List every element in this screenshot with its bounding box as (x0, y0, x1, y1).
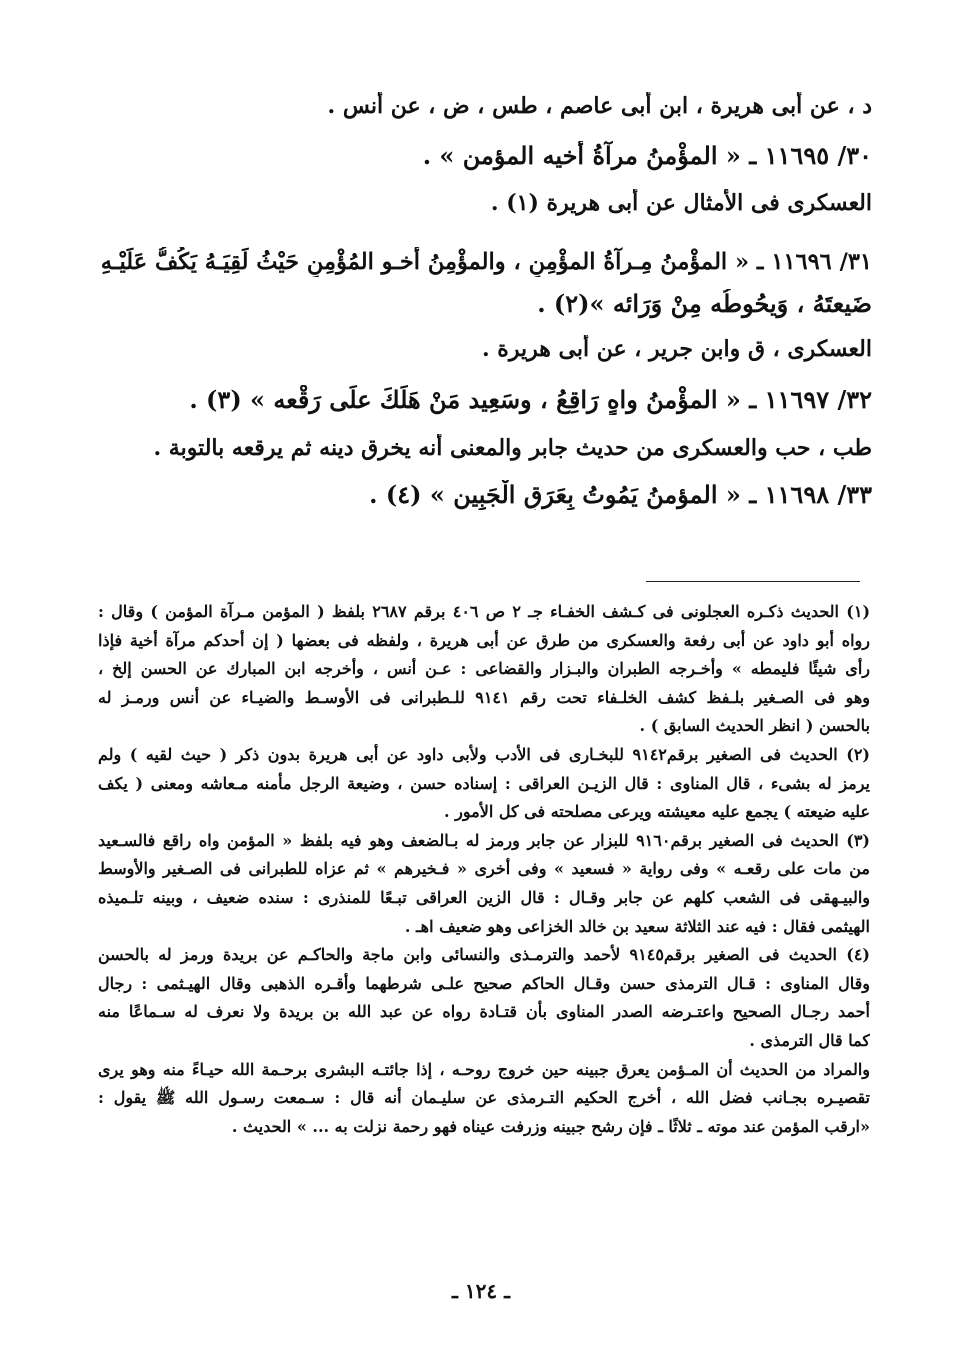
footnote-line: (٣) الحديث فى الصغير برقم٩١٦٠ للبزار عن جابر ورمز له بـالضعف وهو فيه بلفظ « المؤمن واه راقع فالسـعيد (98, 830, 870, 850)
footnote-line: والبيـهقى فى الشعب كلهم عن جابر وقـال : قال الزين العراقى تبـعًا للمنذرى : سنده ضعيف ، وبينه تلـميذه (98, 887, 870, 907)
main-line: د ، عن أبى هريرة ، ابن أبى عاصم ، طس ، ض ، عن أنس . (327, 93, 872, 119)
footnote-line: الهيثمى فقال : فيه عند الثلاثة سعيد بن خالد الخزاعى وهو ضعيف اهـ . (404, 916, 870, 936)
footnote-line: كما قال الترمذى . (749, 1030, 870, 1050)
footnote-line: رواه أبو داود عن أبى رفعة والعسكرى من طرق عن أبى هريرة ، ولفظه فى بعضها ( إن أحدكم مرآة أخية فإذا (98, 630, 870, 650)
footnote-line: بالحسن ( انظر الحديث السابق ) . (639, 716, 870, 736)
footnote-line: يرمز له بشىء ، قال المناوى : قال الزيـن العراقى : إسناده حسن ، وضيعة الرجل مأمنه مـعاشه ومعنى ( يكف (98, 773, 870, 793)
source-line: العسكرى فى الأمثال عن أبى هريرة (١) . (490, 190, 872, 216)
footnote-line: تقصيـره بجـانب فضل الله ، أخرج الحكيم التـرمذى عن سليـمان أنه قال : سـمعت رسـول الله ﷺ يقول : (98, 1088, 870, 1108)
footnote-line: (٢) الحديث فى الصغير برقم٩١٤٢ للبخـارى فى الأدب ولأبى داود عن أبى هريرة بدون ذكر ( حيث لقيه ) ولم (98, 744, 870, 764)
footnote-line: عليه ضيعته ) يجمع عليه معيشته ويرعى مصلحته فى كل الأمور . (443, 802, 870, 822)
hadith-line: ٣٣/ ١١٦٩٨ ـ « المؤمنُ يَمُوتُ بِعَرَقِ الْجَبِين » (٤) . (369, 480, 872, 509)
footnote-line: (٤) الحديث فى الصغير برقم٩١٤٥ لأحمد والترمـذى والنسائى وابن ماجة والحاكـم عن بريدة ورمز له بالحسن (98, 945, 870, 965)
footnote-line: «ارقب المؤمن عند موته ـ ثلاثًا ـ فإن رشح جبينه وزرفت عيناه فهو رحمة نزلت به ... » الحديث . (231, 1116, 870, 1136)
hadith-line: ٣٠/ ١١٦٩٥ ـ « المؤْمنُ مرآةُ أخيه المؤمن » . (422, 141, 872, 170)
footnote-separator (646, 581, 860, 582)
source-line: طب ، حب والعسكرى من حديث جابر والمعنى أنه يخرق دينه ثم يرقعه بالتوبة . (153, 435, 872, 461)
footnote-line: أحمد رجـال الصحيح واعتـرضه الصدر المناوى بأن قتـادة رواه عن عبد الله بن بريدة ولا نعرف له سـماعًا منه (98, 1002, 870, 1022)
footnote-line: والمراد من الحديث أن المـؤمن يعرق جبينه حين خروج روحـه ، إذا جائتـه البشرى برحـمة الله حيـاءً منه وهو يرى (98, 1059, 870, 1079)
hadith-line: ٣١/ ١١٦٩٦ ـ « المؤْمنُ مِـرآةُ المؤْمِنِ ، والمؤْمِنُ أخـو المُؤْمِنِ حَيْثُ لَقِيَـهُ يَكُفُّ عَلَيْـهِ (100, 249, 872, 275)
footnote-line: رأى شيئًا فليمطه » وأخـرجه الطبران والبـزار والقضاعى : عـن أنس ، وأخرجه ابن المبارك عن الحسن إلخ ، (98, 659, 870, 679)
source-line: العسكرى ، ق وابن جرير ، عن أبى هريرة . (481, 336, 872, 362)
hadith-line: ٣٢/ ١١٦٩٧ ـ « المؤْمنُ واهٍ رَاقِعُ ، وسَعِيد مَنْ هَلَكَ علَى رَقْعه » (٣) . (189, 385, 872, 414)
page-number: ـ ١٢٤ ـ (452, 1279, 510, 1303)
footnote-line: وهو فى الصـغير بلـفظ كشف الخلـفاء تحت رقم ٩١٤١ للـطبرانى فى الأوسـط والضيـاء عن أنس ورمـز له (98, 687, 870, 707)
footnote-line: من مات على رقعـه » وفى رواية « فسعيد » وفى أخرى « فـخيرهم » ثم عزاه للطبرانى فى الصـغير والأوسط (98, 859, 870, 879)
main-text (100, 92, 872, 510)
footnote-line: وقال المناوى : قـال الترمذى حسن وقـال الحاكم صحيح علـى شرطهما وأقـره الذهبى وقال الهيـثمى : رجال (98, 973, 870, 993)
footnotes (98, 598, 870, 1141)
hadith-line: ضَيعتَهُ ، وَيحُوطُه مِنْ وَرَائه »(٢) . (537, 289, 872, 318)
footnote-line: (١) الحديث ذكـره العجلونى فى كـشف الخفـاء جـ ٢ ص ٤٠٦ برقم ٢٦٨٧ بلفظ ( المؤمن مـرآة المؤمن ) وقال : (98, 602, 870, 621)
